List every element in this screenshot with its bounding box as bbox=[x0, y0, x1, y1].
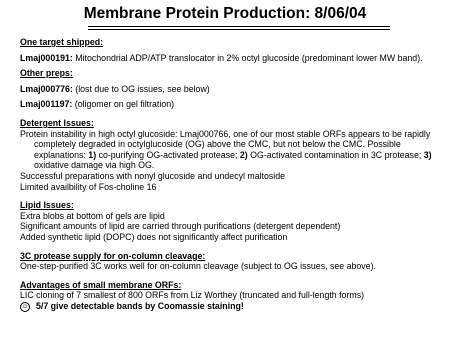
detergent-heading: Detergent Issues: bbox=[20, 117, 94, 128]
slide-body bbox=[20, 37, 445, 312]
target-heading: One target shipped: bbox=[20, 37, 104, 47]
lipid-heading: Lipid Issues: bbox=[20, 200, 74, 211]
prep-text: (oligomer on gel filtration) bbox=[72, 99, 175, 110]
explanation-number: 2) bbox=[239, 149, 248, 160]
detergent-line: Limited availbility of Fos-choline 16 bbox=[20, 181, 157, 192]
lipid-line: Significant amounts of lipid are carried through purifications (detergent dependent) bbox=[20, 221, 341, 232]
other-prep-item bbox=[20, 84, 445, 95]
prep-id: Lmaj001197: bbox=[20, 99, 73, 110]
prep-id: Lmaj000776: bbox=[20, 83, 73, 94]
lipid-line: Added synthetic lipid (DOPC) does not significantly affect purification bbox=[20, 231, 288, 242]
detergent-text-d: oxidative damage via high OG. bbox=[34, 160, 155, 171]
prep-text: (lost due to OG issues, see below) bbox=[72, 83, 210, 94]
protease-line: One-step-purified 3C works well for on-column cleavage (subject to OG issues, see above). bbox=[20, 261, 376, 272]
advantages-bullet bbox=[20, 301, 445, 312]
smiley-face-icon: ☺ bbox=[21, 302, 29, 310]
detergent-text-b: co-purifying OG-activated protease; bbox=[96, 149, 240, 160]
other-preps-heading: Other preps: bbox=[20, 68, 73, 79]
other-prep-item bbox=[20, 99, 445, 110]
target-line bbox=[20, 53, 445, 64]
title-rule-bottom bbox=[88, 29, 390, 30]
advantages-line: LIC cloning of 7 smallest of 800 ORFs from Liz Worthey (truncated and full-length forms) bbox=[20, 290, 365, 301]
advantages-heading: Advantages of small membrane ORFs: bbox=[20, 279, 182, 290]
advantages-bullet-text: 5/7 give detectable bands by Coomassie staining! bbox=[36, 300, 244, 311]
target-text: Mitochondrial ADP/ATP translocator in 2% octyl glucoside (predominant lower MW band). bbox=[72, 52, 423, 63]
lipid-line: Extra blobs at bottom of gels are lipid bbox=[20, 210, 165, 221]
title-rule-top bbox=[88, 26, 390, 27]
protease-heading: 3C protease supply for on-column cleavage: bbox=[20, 250, 206, 261]
explanation-number: 1) bbox=[88, 149, 97, 160]
detergent-text-a: Protein instability in high octyl glucoside: Lmaj000766, one of our most stable ORFs appears to be rapidly completely degraded in octylglucoside (OG) above the CMC, but not below the CMC. Possible explanations: bbox=[20, 128, 431, 160]
explanation-number: 3) bbox=[423, 149, 432, 160]
target-id: Lmaj000191: bbox=[20, 52, 73, 63]
slide-title: Membrane Protein Production: 8/06/04 bbox=[83, 5, 367, 22]
detergent-line: Successful preparations with nonyl glucoside and undecyl maltoside bbox=[20, 170, 286, 181]
detergent-paragraph bbox=[20, 129, 445, 171]
detergent-text-c: OG-activated contamination in 3C protease; bbox=[247, 149, 424, 160]
